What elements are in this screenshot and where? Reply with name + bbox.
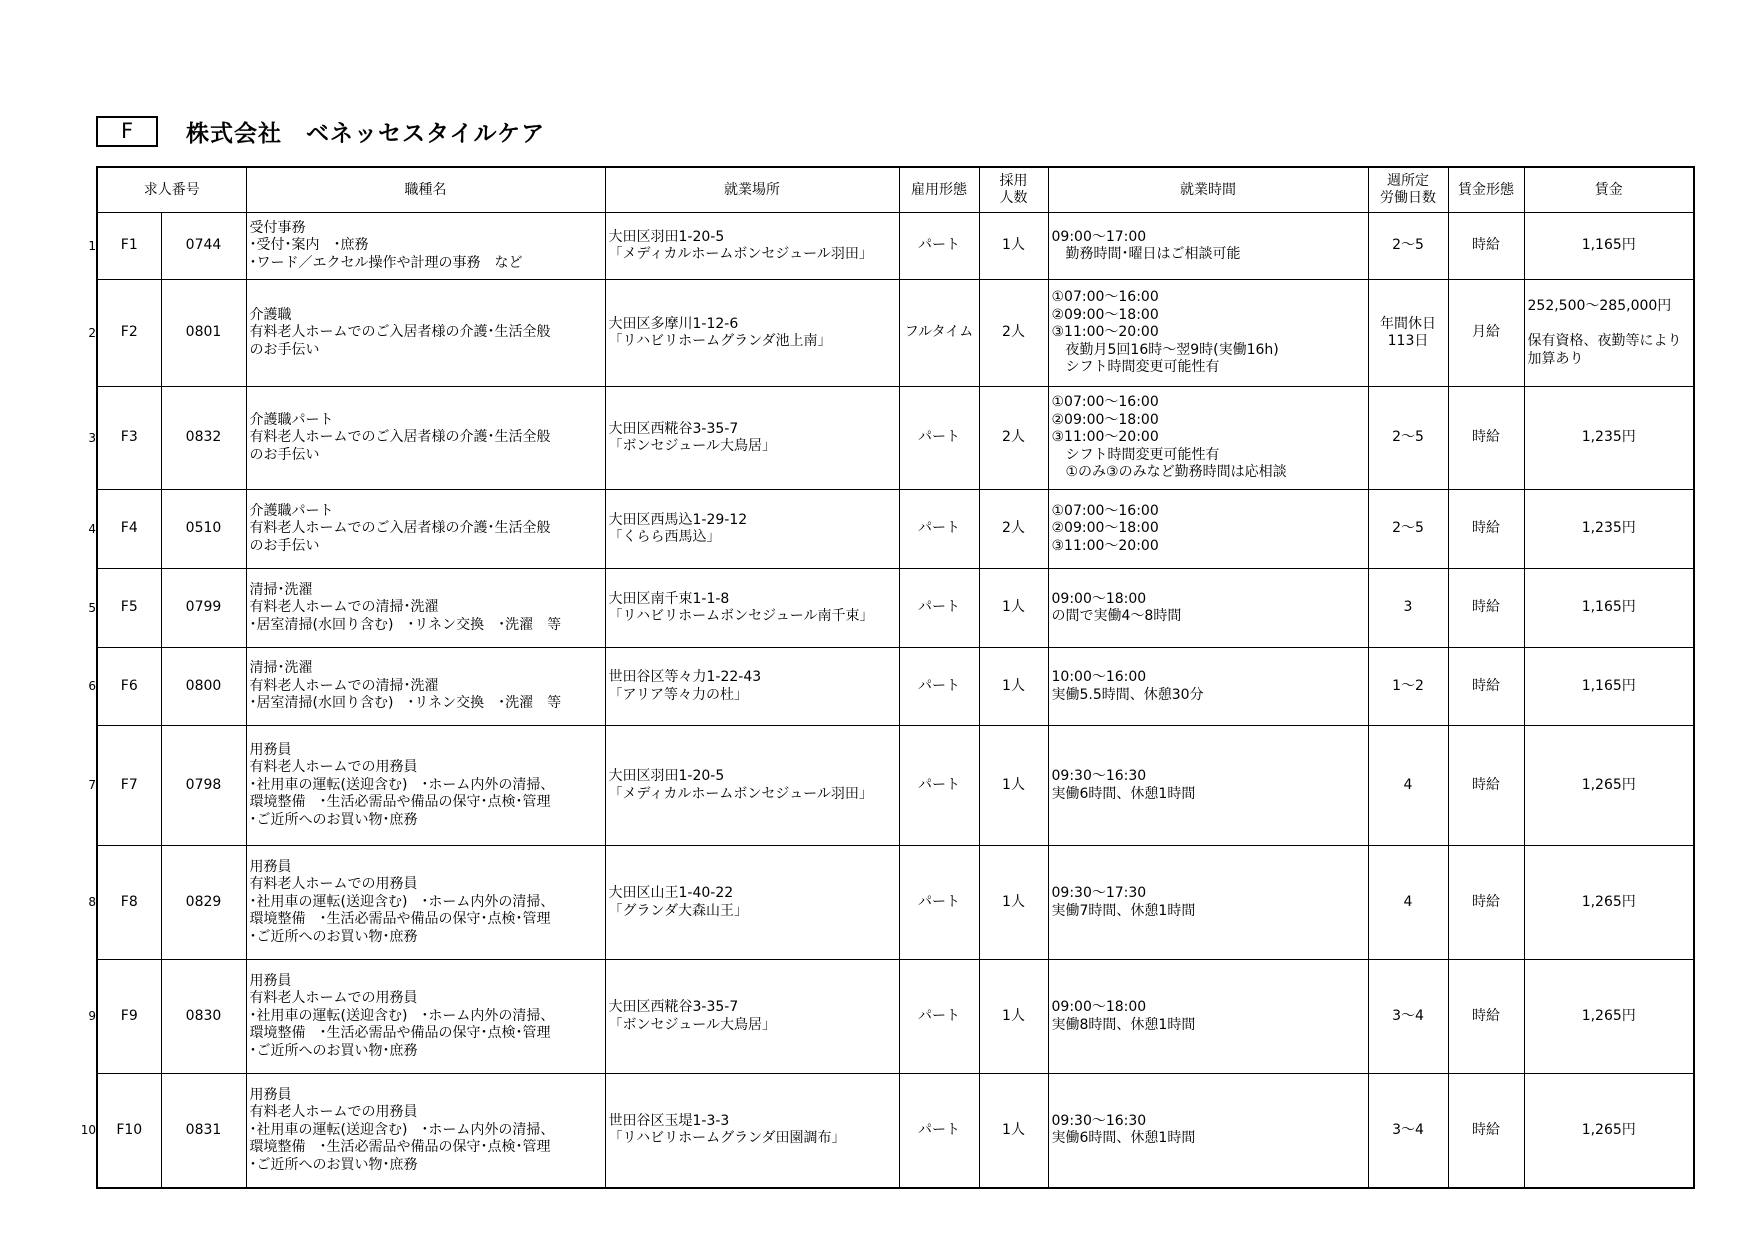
- row-job-title: 清掃･洗濯 有料老人ホームでの清掃･洗濯 ･居室清掃(水回り含む) ･リネン交換 ･洗濯 等: [246, 569, 605, 648]
- row-days: 2～5: [1368, 490, 1448, 569]
- row-code: F7: [97, 726, 161, 846]
- row-wage: 1,265円: [1524, 726, 1694, 846]
- header-job-title: 職種名: [246, 167, 605, 213]
- row-hires: 2人: [979, 280, 1048, 387]
- row-employment: パート: [899, 1074, 979, 1188]
- row-hours: 09:30～16:30 実働6時間、休憩1時間: [1048, 726, 1368, 846]
- row-wage: 1,165円: [1524, 569, 1694, 648]
- row-code: F6: [97, 648, 161, 726]
- row-wage: 1,265円: [1524, 960, 1694, 1074]
- row-job-no: 0744: [161, 213, 246, 280]
- row-employment: フルタイム: [899, 280, 979, 387]
- row-location: 大田区西馬込1-29-12 「くらら西馬込」: [605, 490, 899, 569]
- table-row: [97, 648, 1694, 726]
- row-code: F3: [97, 387, 161, 490]
- row-days: 1～2: [1368, 648, 1448, 726]
- row-job-title: 介護職パート 有料老人ホームでのご入居者様の介護･生活全般 のお手伝い: [246, 387, 605, 490]
- header-wage-type: 賃金形態: [1448, 167, 1524, 213]
- row-wage-type: 時給: [1448, 1074, 1524, 1188]
- row-job-no: 0832: [161, 387, 246, 490]
- row-location: 大田区南千束1-1-8 「リハビリホームボンセジュール南千束」: [605, 569, 899, 648]
- row-hours: ①07:00～16:00 ②09:00～18:00 ③11:00～20:00: [1048, 490, 1368, 569]
- row-location: 大田区羽田1-20-5 「メディカルホームボンセジュール羽田」: [605, 726, 899, 846]
- row-wage: 1,265円: [1524, 1074, 1694, 1188]
- row-number: 8: [88, 895, 96, 909]
- row-number: 1: [88, 238, 96, 253]
- row-job-title: 清掃･洗濯 有料老人ホームでの清掃･洗濯 ･居室清掃(水回り含む) ･リネン交換 ･洗濯 等: [246, 648, 605, 726]
- row-job-no: 0798: [161, 726, 246, 846]
- row-hires: 1人: [979, 213, 1048, 280]
- row-employment: パート: [899, 960, 979, 1074]
- row-hours: 09:00～18:00 実働8時間、休憩1時間: [1048, 960, 1368, 1074]
- row-job-title: 受付事務 ･受付･案内 ･庶務 ･ワード／エクセル操作や計理の事務 など: [246, 213, 605, 280]
- row-code: F9: [97, 960, 161, 1074]
- row-job-no: 0829: [161, 846, 246, 960]
- header-job-no: 求人番号: [97, 167, 246, 213]
- row-wage: 252,500～285,000円 保有資格、夜勤等により 加算あり: [1524, 280, 1694, 387]
- header-employment: 雇用形態: [899, 167, 979, 213]
- row-hours: 09:30～17:30 実働7時間、休憩1時間: [1048, 846, 1368, 960]
- header-wage: 賃金: [1524, 167, 1694, 213]
- row-code: F1: [97, 213, 161, 280]
- row-hours: 10:00～16:00 実働5.5時間、休憩30分: [1048, 648, 1368, 726]
- row-number: 5: [88, 600, 96, 615]
- row-hires: 1人: [979, 960, 1048, 1074]
- table-row: [97, 213, 1694, 280]
- row-employment: パート: [899, 648, 979, 726]
- row-hires: 1人: [979, 648, 1048, 726]
- row-wage-type: 時給: [1448, 648, 1524, 726]
- row-days: 4: [1368, 846, 1448, 960]
- row-days: 3: [1368, 569, 1448, 648]
- row-employment: パート: [899, 213, 979, 280]
- row-number: 6: [88, 679, 96, 693]
- header-location: 就業場所: [605, 167, 899, 213]
- row-hires: 1人: [979, 1074, 1048, 1188]
- row-hours: 09:30～16:30 実働6時間、休憩1時間: [1048, 1074, 1368, 1188]
- row-wage: 1,165円: [1524, 213, 1694, 280]
- row-hires: 1人: [979, 846, 1048, 960]
- row-wage: 1,165円: [1524, 648, 1694, 726]
- row-wage-type: 時給: [1448, 846, 1524, 960]
- row-job-title: 介護職 有料老人ホームでのご入居者様の介護･生活全般 のお手伝い: [246, 280, 605, 387]
- row-code: F2: [97, 280, 161, 387]
- section-letter: F: [96, 116, 158, 147]
- row-job-no: 0801: [161, 280, 246, 387]
- row-code: F10: [97, 1074, 161, 1188]
- row-job-title: 用務員 有料老人ホームでの用務員 ･社用車の運転(送迎含む) ･ホーム内外の清掃、 環境整備 ･生活必需品や備品の保守･点検･管理 ･ご近所へのお買い物･庶務: [246, 726, 605, 846]
- row-job-title: 用務員 有料老人ホームでの用務員 ･社用車の運転(送迎含む) ･ホーム内外の清掃、 環境整備 ･生活必需品や備品の保守･点検･管理 ･ご近所へのお買い物･庶務: [246, 960, 605, 1074]
- row-wage-type: 時給: [1448, 960, 1524, 1074]
- document-header: [96, 111, 545, 151]
- header-days: 週所定 労働日数: [1368, 167, 1448, 213]
- row-employment: パート: [899, 387, 979, 490]
- row-hours: 09:00～18:00 の間で実働4～8時間: [1048, 569, 1368, 648]
- row-hires: 2人: [979, 387, 1048, 490]
- table-row: [97, 387, 1694, 490]
- row-job-title: 用務員 有料老人ホームでの用務員 ･社用車の運転(送迎含む) ･ホーム内外の清掃、 環境整備 ･生活必需品や備品の保守･点検･管理 ･ご近所へのお買い物･庶務: [246, 1074, 605, 1188]
- row-hires: 1人: [979, 726, 1048, 846]
- row-days: 2～5: [1368, 213, 1448, 280]
- row-wage-type: 時給: [1448, 213, 1524, 280]
- row-wage-type: 時給: [1448, 490, 1524, 569]
- table-row: [97, 1074, 1694, 1188]
- row-code: F4: [97, 490, 161, 569]
- row-days: 2～5: [1368, 387, 1448, 490]
- row-days: 3～4: [1368, 960, 1448, 1074]
- row-location: 大田区西糀谷3-35-7 「ボンセジュール大鳥居」: [605, 960, 899, 1074]
- row-hires: 2人: [979, 490, 1048, 569]
- table-row: [97, 726, 1694, 846]
- row-location: 世田谷区玉堤1-3-3 「リハビリホームグランダ田園調布」: [605, 1074, 899, 1188]
- table-row: [97, 490, 1694, 569]
- row-job-no: 0510: [161, 490, 246, 569]
- row-wage: 1,265円: [1524, 846, 1694, 960]
- row-wage-type: 時給: [1448, 569, 1524, 648]
- row-location: 大田区西糀谷3-35-7 「ボンセジュール大鳥居」: [605, 387, 899, 490]
- table-header-row: [97, 167, 1694, 213]
- header-hires: 採用 人数: [979, 167, 1048, 213]
- row-employment: パート: [899, 490, 979, 569]
- row-number: 7: [88, 778, 96, 792]
- row-location: 世田谷区等々力1-22-43 「アリア等々力の杜」: [605, 648, 899, 726]
- row-location: 大田区多摩川1-12-6 「リハビリホームグランダ池上南」: [605, 280, 899, 387]
- table-row: [97, 846, 1694, 960]
- row-code: F8: [97, 846, 161, 960]
- job-listings-table: [96, 166, 1695, 1189]
- row-hires: 1人: [979, 569, 1048, 648]
- row-employment: パート: [899, 726, 979, 846]
- row-job-title: 介護職パート 有料老人ホームでのご入居者様の介護･生活全般 のお手伝い: [246, 490, 605, 569]
- row-job-no: 0799: [161, 569, 246, 648]
- row-job-no: 0831: [161, 1074, 246, 1188]
- row-code: F5: [97, 569, 161, 648]
- table-row: [97, 960, 1694, 1074]
- row-wage-type: 時給: [1448, 726, 1524, 846]
- row-wage: 1,235円: [1524, 387, 1694, 490]
- row-hours: ①07:00～16:00 ②09:00～18:00 ③11:00～20:00 シフト時間変更可能性有 ①のみ③のみなど勤務時間は応相談: [1048, 387, 1368, 490]
- row-days: 3～4: [1368, 1074, 1448, 1188]
- row-days: 年間休日 113日: [1368, 280, 1448, 387]
- row-job-title: 用務員 有料老人ホームでの用務員 ･社用車の運転(送迎含む) ･ホーム内外の清掃、 環境整備 ･生活必需品や備品の保守･点検･管理 ･ご近所へのお買い物･庶務: [246, 846, 605, 960]
- table-row: [97, 569, 1694, 648]
- row-number: 3: [88, 430, 96, 445]
- row-days: 4: [1368, 726, 1448, 846]
- row-number-column: [66, 0, 94, 1240]
- row-hours: 09:00～17:00 勤務時間･曜日はご相談可能: [1048, 213, 1368, 280]
- row-wage-type: 月給: [1448, 280, 1524, 387]
- row-number: 2: [88, 325, 96, 340]
- row-job-no: 0800: [161, 648, 246, 726]
- row-number: 9: [88, 1009, 96, 1023]
- row-employment: パート: [899, 569, 979, 648]
- row-wage: 1,235円: [1524, 490, 1694, 569]
- row-job-no: 0830: [161, 960, 246, 1074]
- header-hours: 就業時間: [1048, 167, 1368, 213]
- company-name: 株式会社 ベネッセスタイルケア: [186, 120, 546, 147]
- row-number: 4: [88, 521, 96, 536]
- row-wage-type: 時給: [1448, 387, 1524, 490]
- row-hours: ①07:00～16:00 ②09:00～18:00 ③11:00～20:00 夜勤月5回16時～翌9時(実働16h) シフト時間変更可能性有: [1048, 280, 1368, 387]
- row-employment: パート: [899, 846, 979, 960]
- table-row: [97, 280, 1694, 387]
- row-number: 10: [80, 1123, 96, 1137]
- row-location: 大田区山王1-40-22 「グランダ大森山王」: [605, 846, 899, 960]
- row-location: 大田区羽田1-20-5 「メディカルホームボンセジュール羽田」: [605, 213, 899, 280]
